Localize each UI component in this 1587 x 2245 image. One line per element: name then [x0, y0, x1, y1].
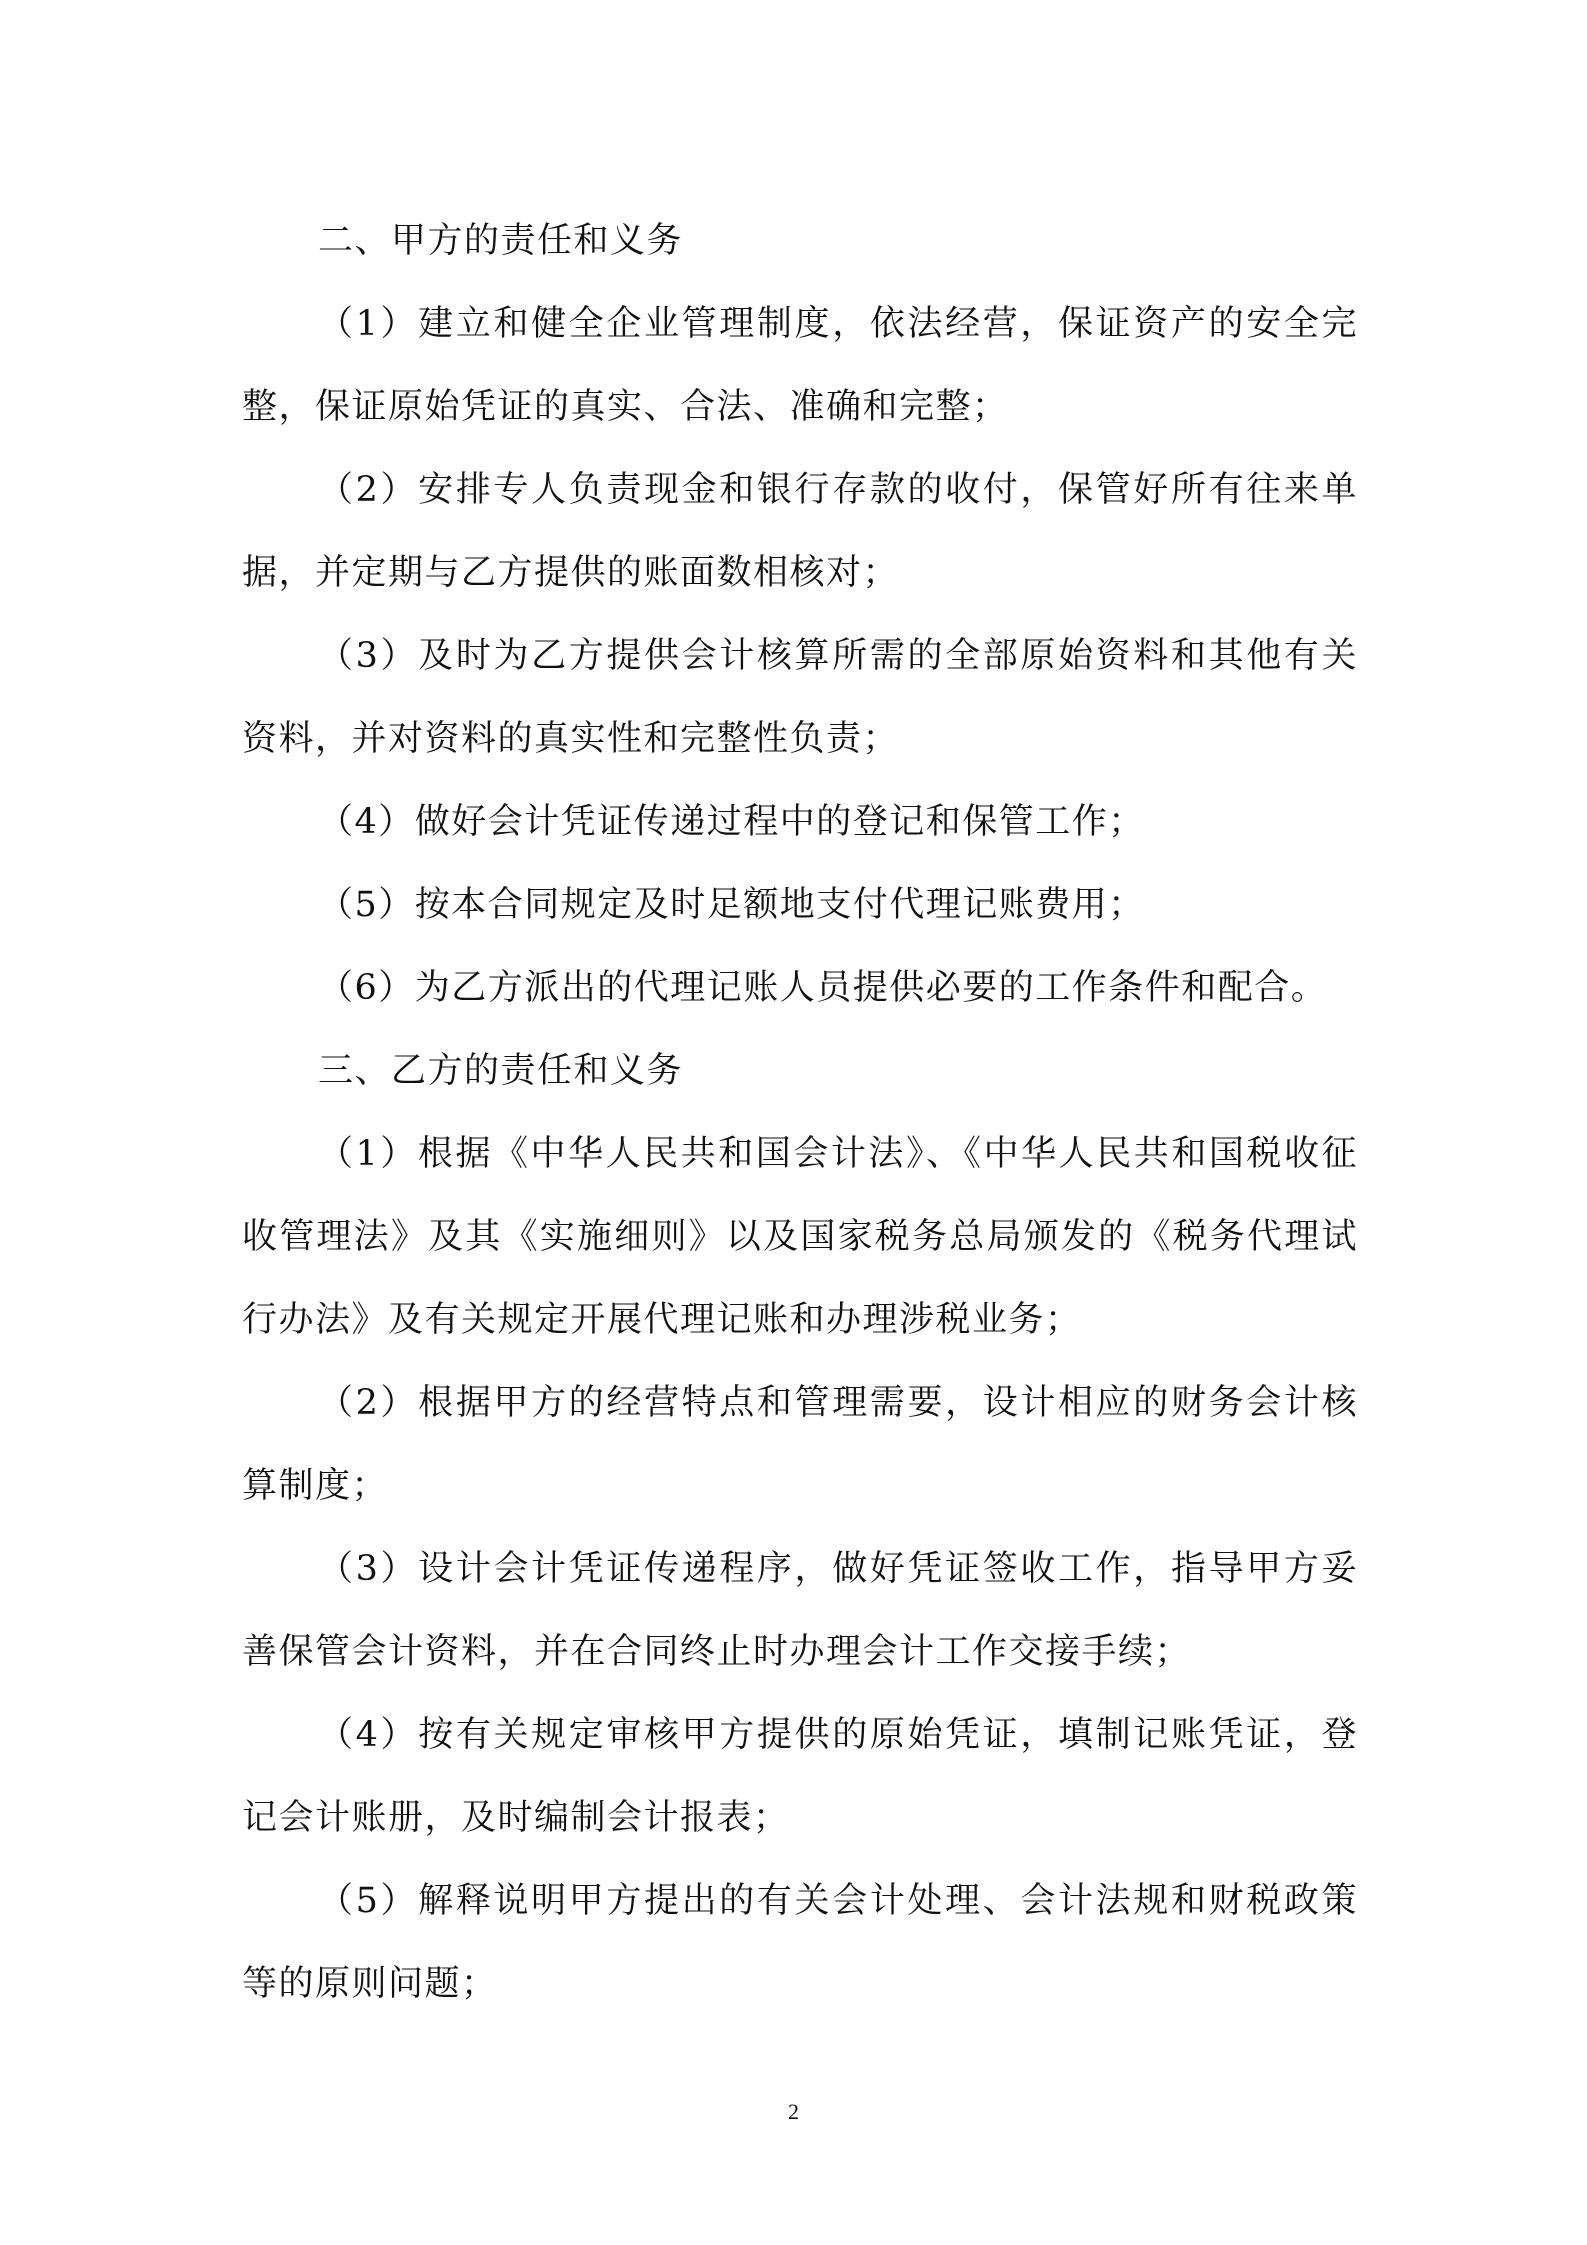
section-heading-2: 二、甲方的责任和义务: [318, 221, 684, 261]
party-b-item-5: （5）解释说明甲方提出的有关会计处理、会计法规和财税政策等的原则问题；: [242, 1881, 1358, 2004]
party-a-item-3: （3）及时为乙方提供会计核算所需的全部原始资料和其他有关资料，并对资料的真实性和完整性负责；: [242, 636, 1358, 759]
party-a-item-6: （6）为乙方派出的代理记账人员提供必要的工作条件和配合。: [318, 968, 1328, 1008]
party-b-item-4: （4）按有关规定审核甲方提供的原始凭证，填制记账凭证，登记会计账册，及时编制会计报表；: [242, 1715, 1358, 1838]
page-number: 2: [788, 2099, 799, 2124]
party-a-item-4: （4）做好会计凭证传递过程中的登记和保管工作；: [318, 802, 1145, 842]
party-b-item-3: （3）设计会计凭证传递程序，做好凭证签收工作，指导甲方妥善保管会计资料，并在合同终止时办理会计工作交接手续；: [242, 1549, 1358, 1672]
party-b-item-1: （1）根据《中华人民共和国会计法》、《中华人民共和国税收征收管理法》及其《实施细则》以及国家税务总局颁发的《税务代理试行办法》及有关规定开展代理记账和办理涉税业务；: [242, 1134, 1358, 1340]
document-body: [242, 200, 1358, 2026]
party-a-item-5: （5）按本合同规定及时足额地支付代理记账费用；: [318, 885, 1145, 925]
section-heading-3: 三、乙方的责任和义务: [318, 1051, 684, 1091]
party-b-item-2: （2）根据甲方的经营特点和管理需要，设计相应的财务会计核算制度；: [242, 1383, 1358, 1506]
party-a-item-2: （2）安排专人负责现金和银行存款的收付，保管好所有往来单据，并定期与乙方提供的账面数相核对；: [242, 470, 1358, 593]
party-a-item-1: （1）建立和健全企业管理制度，依法经营，保证资产的安全完整，保证原始凭证的真实、合法、准确和完整；: [242, 304, 1358, 427]
